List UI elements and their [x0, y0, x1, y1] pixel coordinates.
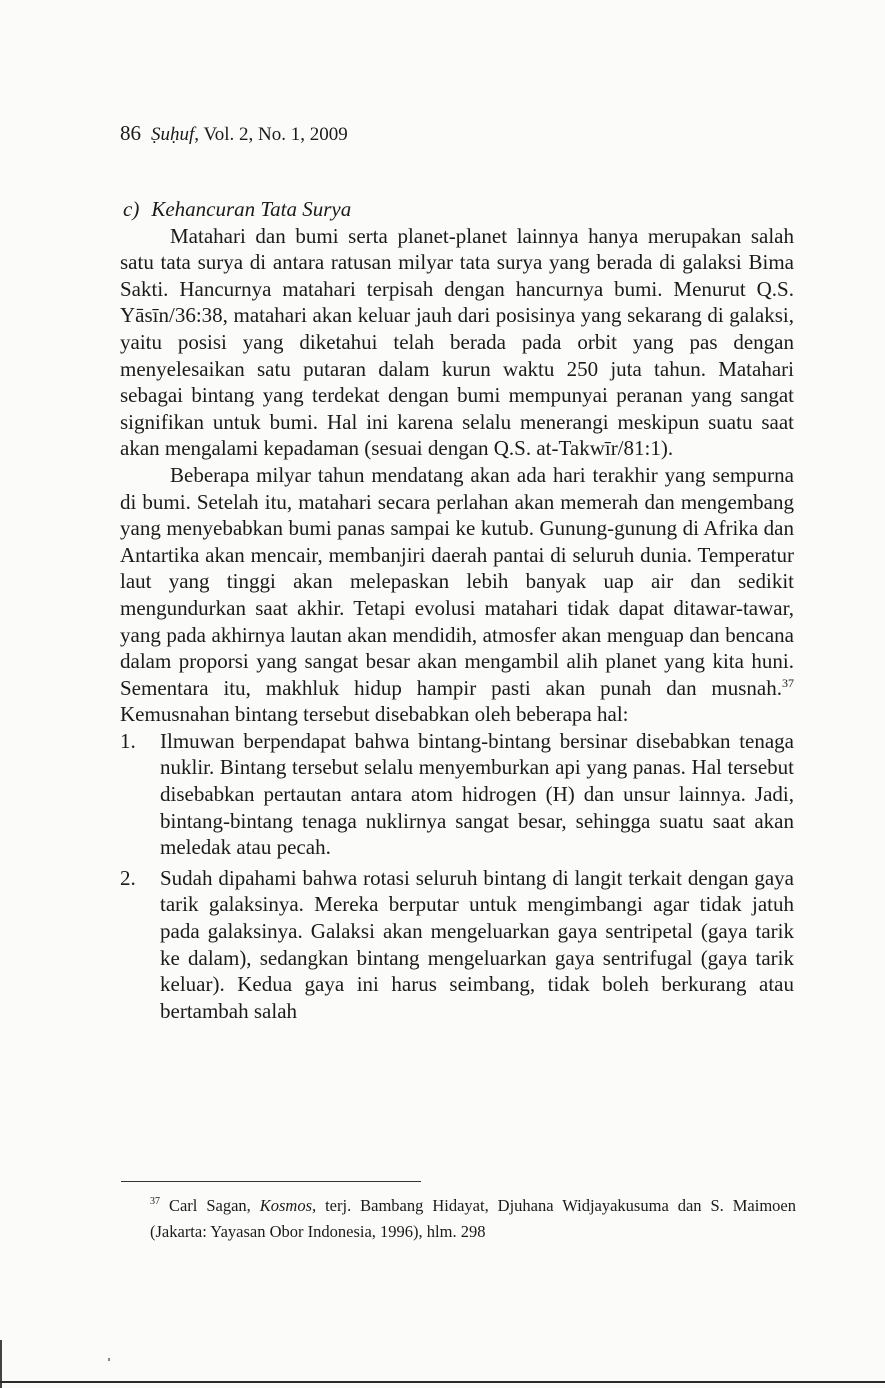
section-heading — [123, 196, 794, 223]
numbered-list — [120, 728, 794, 1025]
paragraph-2 — [120, 462, 794, 728]
scan-bottom-edge — [0, 1381, 885, 1383]
paragraph-2-text: Beberapa milyar tahun mendatang akan ada hari terakhir yang sempurna di bumi. Setelah itu, matahari secara perlahan akan memerah dan mengembang yang menyebabkan bumi panas sampai ke kutub. Gunung-gunung di Afrika dan Antartika akan mencair, membanjiri daerah pantai di seluruh dunia. Temperatur laut yang tinggi akan melepaskan lebih banyak uap air dan sedikit mengundurkan saat akhir. Tetapi evolusi matahari tidak dapat ditawar-tawar, yang pada akhirnya lautan akan mendidih, atmosfer akan menguap dan bencana dalam proporsi yang sangat besar akan mengambil alih planet yang kita huni. Sementara itu, makhluk hidup hampir pasti akan punah dan musnah. — [120, 462, 794, 700]
running-header — [120, 121, 348, 147]
list-item-text: Sudah dipahami bahwa rotasi seluruh bintang di langit terkait dengan gaya tarik galaksinya. Mereka berputar untuk mengimbangi agar tidak jatuh pada galaksinya. Galaksi akan mengeluarkan gaya sentripetal (gaya tarik ke dalam), sedangkan bintang mengeluarkan gaya sentrifugal (gaya tarik keluar). Kedua gaya ini harus seimbang, tidak boleh berkurang atau bertambah salah — [160, 865, 794, 1023]
main-text — [120, 196, 794, 1028]
footnote-divider — [121, 1181, 421, 1182]
section-title: Kehancuran Tata Surya — [151, 197, 352, 221]
paragraph-2-continuation: Kemusnahan bintang tersebut disebabkan oleh beberapa hal: — [120, 702, 629, 727]
footnote-book-title: Kosmos, — [259, 1196, 317, 1215]
list-item-number: 2. — [120, 865, 136, 890]
footnote-text — [120, 1193, 796, 1245]
section-marker: c) — [123, 197, 140, 221]
footnote-details: terj. Bambang Hidayat, Djuhana Widjayakusuma dan S. Maimoen (Jakarta: Yayasan Obor Indonesia, 1996), hlm. 298 — [150, 1196, 796, 1241]
list-item-number: 1. — [120, 728, 136, 753]
footnote-number: 37 — [150, 1196, 160, 1207]
footnote-author: Carl Sagan, — [160, 1196, 260, 1215]
list-item-text: Ilmuwan berpendapat bahwa bintang-bintang bersinar disebabkan tenaga nuklir. Bintang tersebut selalu menyemburkan api yang panas. Hal tersebut disebabkan pertautan antara atom hidrogen (H) dan unsur lainnya. Jadi, bintang-bintang tenaga nuklirnya sangat besar, sehingga suatu saat akan meledak atau pecah. — [160, 728, 794, 860]
paragraph-1: Matahari dan bumi serta planet-planet lainnya hanya merupakan salah satu tata surya di antara ratusan milyar tata surya yang berada di galaksi Bima Sakti. Hancurnya matahari terpisah dengan hancurnya bumi. Menurut Q.S. Yāsīn/36:38, matahari akan keluar jauh dari posisinya yang sekarang di galaksi, yaitu posisi yang diketahui telah berada pada orbit yang pas dengan menyelesaikan satu putaran dalam kurun waktu 250 juta tahun. Matahari sebagai bintang yang terdekat dengan bumi mempunyai peranan yang sangat signifikan untuk bumi. Hal ini karena selalu menerangi meskipun suatu saat akan mengalami kepadaman (sesuai dengan Q.S. at-Takwīr/81:1). — [120, 223, 794, 461]
scan-speck — [108, 1358, 110, 1361]
page-number: 86 — [120, 121, 141, 145]
journal-title: Ṣuḥuf — [151, 124, 195, 145]
footnote — [120, 1193, 796, 1245]
list-item — [120, 865, 794, 1025]
list-item — [120, 728, 794, 861]
footnote-reference: 37 — [782, 675, 794, 690]
journal-issue: , Vol. 2, No. 1, 2009 — [194, 124, 348, 145]
